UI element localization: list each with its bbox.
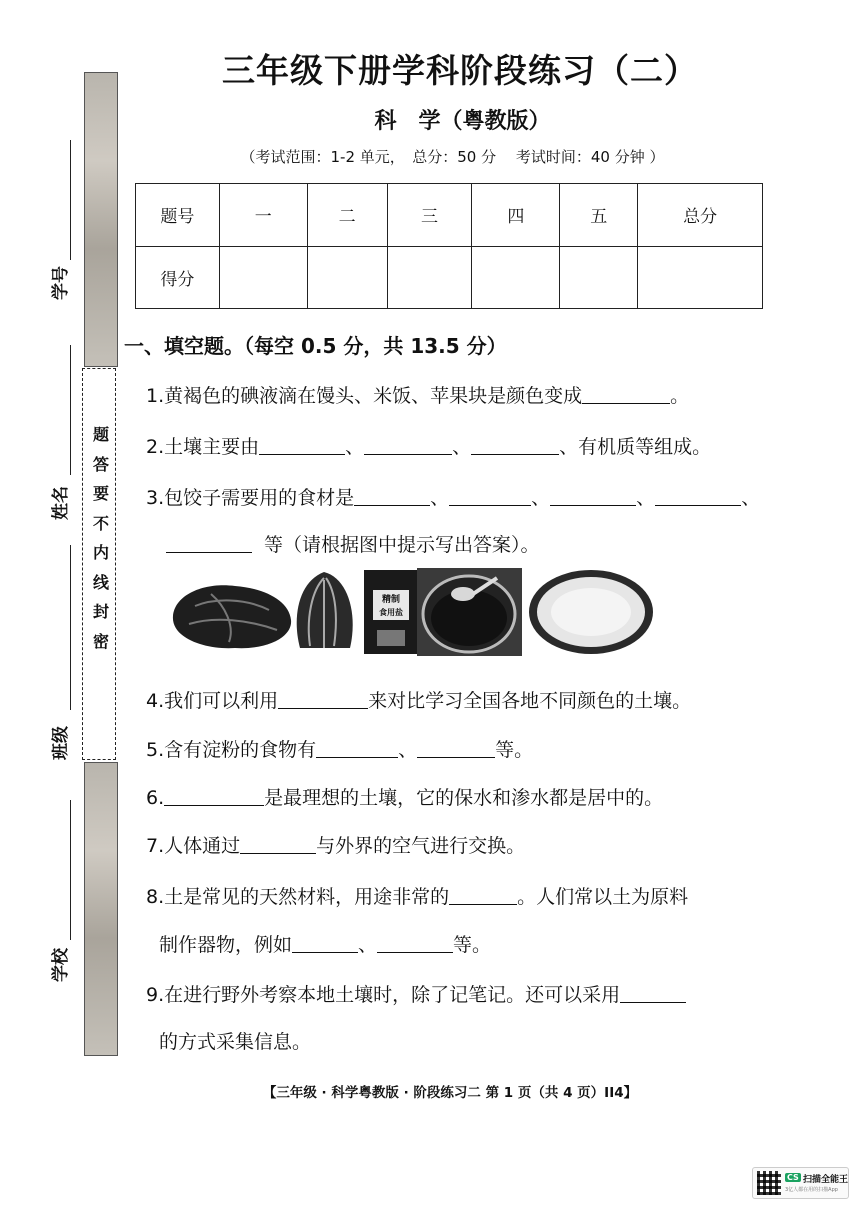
seal-char: 答 (92, 454, 109, 474)
question-1 (146, 381, 689, 408)
page-title: 三年级下册学科阶段练习（二） (222, 51, 698, 90)
question-text: 。 (670, 385, 690, 407)
answer-blank[interactable] (292, 934, 358, 953)
question-text: 与外界的空气进行交换。 (316, 835, 526, 857)
header-cell: 三 (387, 184, 472, 247)
question-3-cont (166, 530, 540, 557)
question-5 (146, 735, 533, 762)
separator: 、 (358, 934, 378, 956)
salt-package-photo (361, 568, 421, 656)
student-id-label: 学号 (51, 266, 71, 300)
exam-scope: （考试范围：1-2 单元， 总分：50 分 考试时间：40 分钟 ） (240, 148, 665, 166)
question-text: 等。 (453, 934, 492, 956)
score-table-score-row (136, 246, 763, 309)
separator: 、 (345, 436, 365, 458)
seal-char: 密 (92, 631, 109, 651)
question-text: 5.含有淀粉的食物有 (146, 739, 317, 761)
answer-blank[interactable] (550, 487, 636, 506)
school-label: 学校 (51, 948, 71, 982)
header-cell: 五 (560, 184, 638, 247)
row-label: 得分 (136, 246, 220, 309)
question-text: 来对比学习全国各地不同颜色的土壤。 (368, 690, 692, 712)
question-text: 。人们常以土为原料 (517, 886, 689, 908)
bowl-with-spoon-photo (417, 568, 522, 656)
score-cell[interactable] (387, 246, 472, 309)
seal-char: 内 (92, 543, 109, 562)
answer-blank[interactable] (278, 690, 368, 709)
svg-text:食用盐: 食用盐 (379, 608, 403, 617)
answer-blank[interactable] (164, 787, 264, 806)
question-8 (146, 882, 688, 909)
question-text: 3.包饺子需要用的食材是 (146, 487, 355, 509)
answer-blank[interactable] (582, 385, 670, 404)
flour-bowl-photo (527, 568, 655, 656)
cabbage-photo (290, 568, 360, 656)
question-text: 9.在进行野外考察本地土壤时，除了记笔记。还可以采用 (146, 984, 621, 1006)
binding-strip-bottom (84, 762, 118, 1056)
question-8-cont (159, 930, 491, 957)
question-text: 6. (146, 787, 165, 809)
question-4 (146, 686, 691, 713)
question-text: 的方式采集信息。 (159, 1031, 312, 1053)
header-cell: 题号 (136, 184, 220, 247)
header-cell: 二 (307, 184, 387, 247)
scanner-watermark (752, 1167, 849, 1199)
seal-char: 线 (92, 572, 109, 592)
answer-blank[interactable] (620, 984, 686, 1003)
separator: 、 (398, 739, 418, 761)
answer-blank[interactable] (471, 436, 559, 455)
question-2 (146, 432, 711, 459)
seal-line-text (92, 420, 110, 656)
class-line (70, 545, 71, 710)
answer-blank[interactable] (354, 487, 430, 506)
answer-blank[interactable] (166, 534, 252, 553)
score-table (135, 183, 763, 309)
question-3 (146, 483, 760, 510)
separator: 、 (452, 436, 472, 458)
question-9 (146, 980, 686, 1007)
meat-photo (165, 576, 295, 654)
watermark-subtitle: 3亿人都在用的扫描App (785, 1187, 838, 1193)
score-cell[interactable] (472, 246, 560, 309)
page-footer: 【三年级 · 科学粤教版 · 阶段练习二 第 1 页（共 4 页）II4】 (262, 1085, 638, 1101)
question-text: 7.人体通过 (146, 835, 241, 857)
class-label: 班级 (51, 726, 71, 760)
school-line (70, 800, 71, 940)
question-text: 制作器物，例如 (159, 934, 293, 956)
seal-char: 封 (92, 602, 109, 621)
answer-blank[interactable] (655, 487, 741, 506)
question-9-cont (159, 1027, 311, 1054)
qr-code-icon (757, 1171, 781, 1195)
separator: 、 (430, 487, 450, 509)
separator: 、 (741, 487, 761, 509)
question-text: 等。 (495, 739, 534, 761)
subject-subtitle: 科 学（粤教版） (374, 109, 551, 134)
score-cell[interactable] (638, 246, 763, 309)
answer-blank[interactable] (364, 436, 452, 455)
answer-blank[interactable] (377, 934, 453, 953)
question-text: 是最理想的土壤，它的保水和渗水都是居中的。 (264, 787, 664, 809)
svg-text:精制: 精制 (381, 595, 401, 605)
question-text: 8.土是常见的天然材料，用途非常的 (146, 886, 450, 908)
separator: 、 (531, 487, 551, 509)
answer-blank[interactable] (316, 739, 398, 758)
score-cell[interactable] (219, 246, 307, 309)
answer-blank[interactable] (417, 739, 495, 758)
question-7 (146, 831, 525, 858)
score-table-header-row (136, 184, 763, 247)
section-heading: 一、填空题。（每空 0.5 分，共 13.5 分） (124, 334, 507, 358)
question-text: 1.黄褐色的碘液滴在馒头、米饭、苹果块是颜色变成 (146, 385, 583, 407)
seal-char: 题 (92, 425, 109, 444)
separator: 、 (636, 487, 656, 509)
answer-blank[interactable] (449, 886, 517, 905)
name-label: 姓名 (51, 486, 71, 520)
question-text: 、有机质等组成。 (559, 436, 712, 458)
header-cell: 总分 (638, 184, 763, 247)
question-text: 等（请根据图中提示写出答案）。 (264, 534, 540, 556)
answer-blank[interactable] (259, 436, 345, 455)
header-cell: 四 (472, 184, 560, 247)
score-cell[interactable] (307, 246, 387, 309)
question-6 (146, 783, 663, 810)
name-line (70, 345, 71, 475)
camscanner-logo-icon: CS (787, 1173, 799, 1182)
watermark-name: 扫描全能王 (803, 1175, 849, 1185)
header-cell: 一 (219, 184, 307, 247)
seal-char: 要 (92, 484, 109, 503)
question-text: 4.我们可以利用 (146, 690, 279, 712)
answer-blank[interactable] (449, 487, 531, 506)
question-text: 2.土壤主要由 (146, 436, 260, 458)
score-cell[interactable] (560, 246, 638, 309)
seal-char: 不 (92, 513, 109, 533)
ingredient-photos (165, 568, 660, 656)
answer-blank[interactable] (240, 835, 316, 854)
